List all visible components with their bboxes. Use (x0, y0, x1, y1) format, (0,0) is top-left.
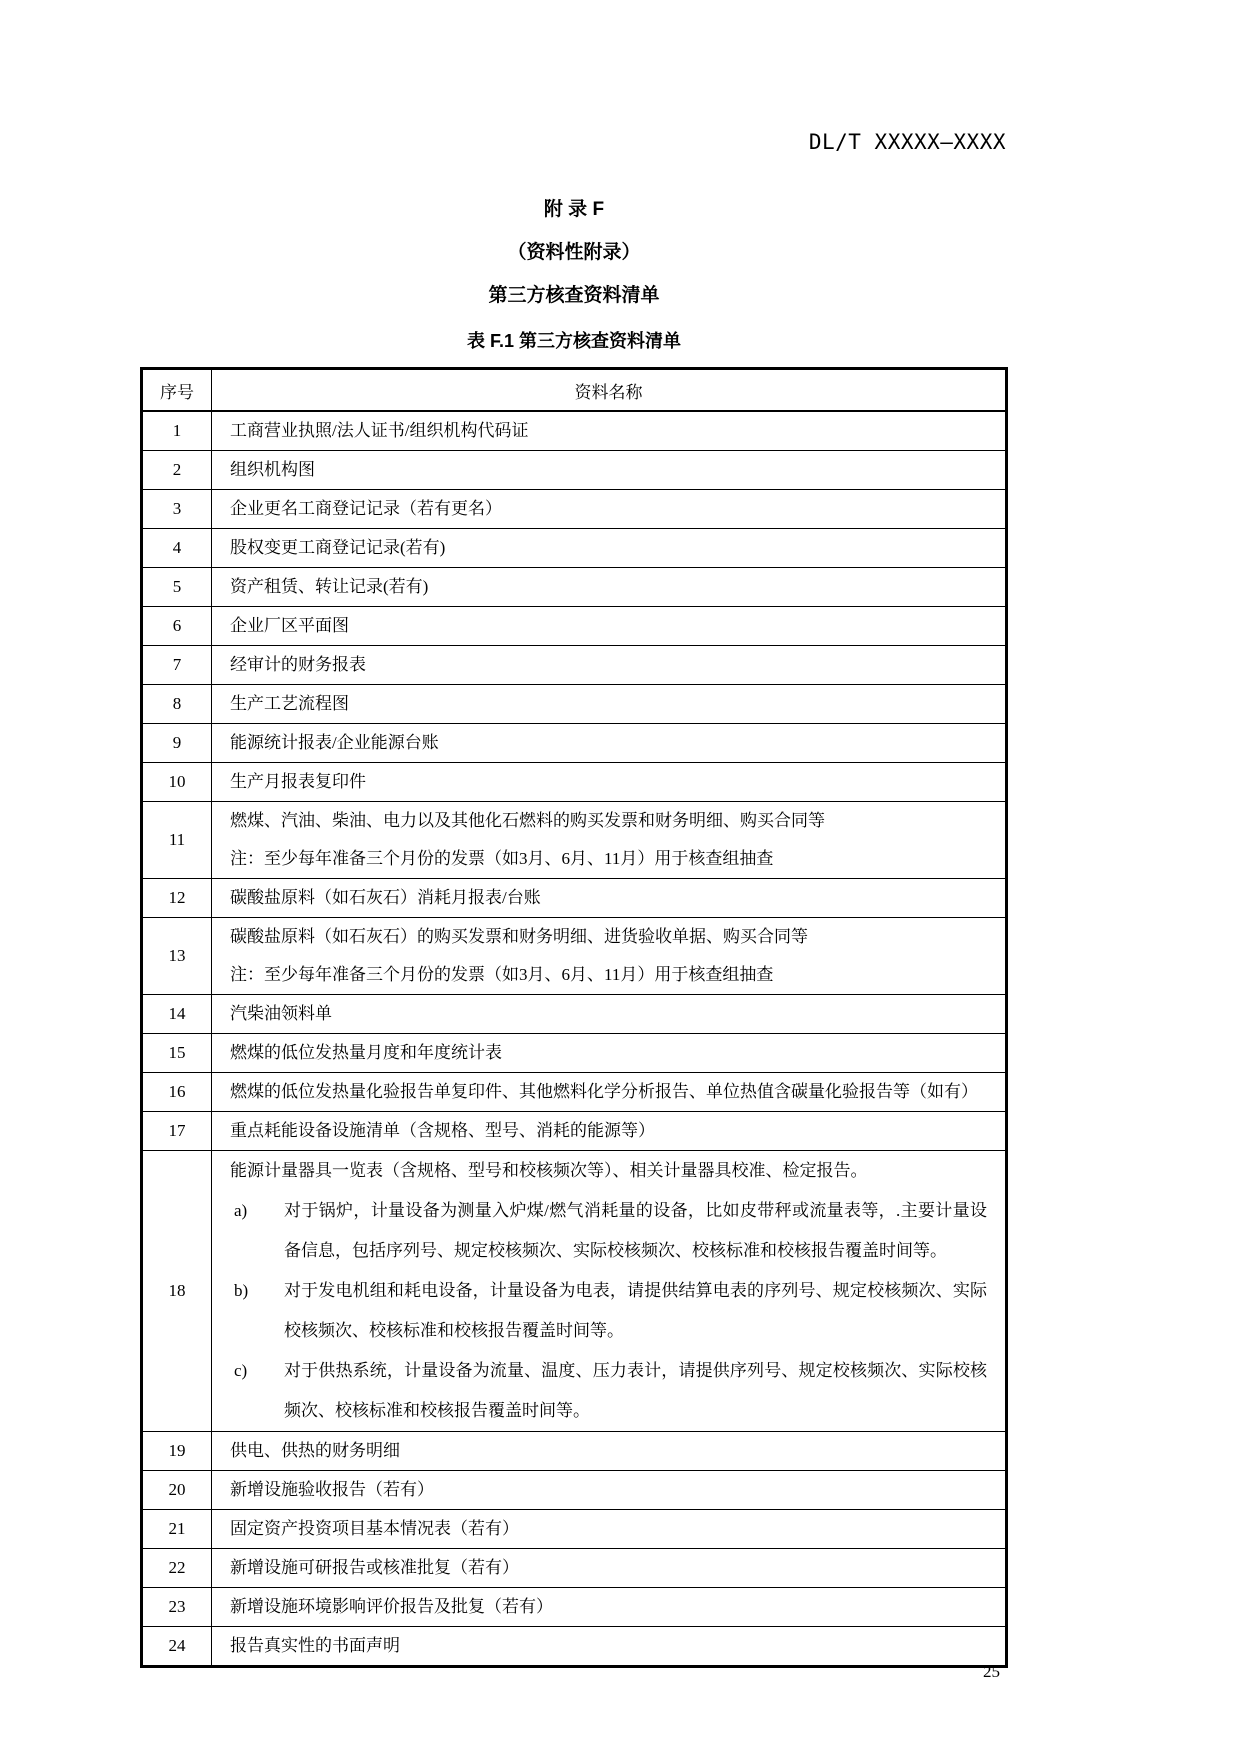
cell-text-line: 新增设施环境影响评价报告及批复（若有） (230, 1597, 553, 1616)
table-row (142, 1549, 1007, 1588)
row-material-name (212, 1627, 1007, 1667)
table-row (142, 529, 1007, 568)
cell-text-line: 碳酸盐原料（如石灰石）的购买发票和财务明细、进货验收单据、购买合同等 (230, 927, 808, 946)
row-material-name (212, 1034, 1007, 1073)
row-material-name (212, 1510, 1007, 1549)
column-header-number: 序号 (142, 369, 212, 412)
row-material-name (212, 685, 1007, 724)
row-number: 22 (142, 1549, 212, 1588)
row-number: 11 (142, 802, 212, 879)
table-row (142, 1151, 1007, 1432)
table-row (142, 1112, 1007, 1151)
cell-text-line: 经审计的财务报表 (230, 655, 366, 674)
row-material-name (212, 802, 1007, 879)
table-row (142, 1588, 1007, 1627)
table-row (142, 879, 1007, 918)
table-row (142, 490, 1007, 529)
row-number: 12 (142, 879, 212, 918)
cell-text-line: 能源统计报表/企业能源台账 (230, 733, 439, 752)
cell-text-line: 注：至少每年准备三个月份的发票（如3月、6月、11月）用于核查组抽查 (230, 849, 774, 868)
lettered-list-item (230, 1271, 987, 1351)
row-number: 10 (142, 763, 212, 802)
row-material-name (212, 879, 1007, 918)
row-number: 8 (142, 685, 212, 724)
row-material-name (212, 411, 1007, 451)
row-material-name (212, 568, 1007, 607)
row-material-name (212, 1432, 1007, 1471)
list-marker: a) (234, 1201, 248, 1220)
row-material-name (212, 1151, 1007, 1432)
row-number: 17 (142, 1112, 212, 1151)
list-marker: c) (234, 1361, 248, 1380)
row-number: 18 (142, 1151, 212, 1432)
cell-text-line: 生产月报表复印件 (230, 772, 366, 791)
cell-text-line: 固定资产投资项目基本情况表（若有） (230, 1519, 519, 1538)
cell-text-line: 能源计量器具一览表（含规格、型号和校核频次等）、相关计量器具校准、检定报告。 (230, 1161, 868, 1180)
row-material-name (212, 646, 1007, 685)
standard-number-header: DL/T XXXXX—XXXX (808, 130, 1006, 154)
row-material-name (212, 724, 1007, 763)
table-row (142, 451, 1007, 490)
table-row (142, 1510, 1007, 1549)
row-number: 23 (142, 1588, 212, 1627)
table-row (142, 1471, 1007, 1510)
cell-text-line: 汽柴油领料单 (230, 1004, 332, 1023)
cell-text-line: 股权变更工商登记记录(若有) (230, 538, 446, 557)
page-content (140, 0, 1008, 1668)
row-material-name (212, 918, 1007, 995)
table-row (142, 411, 1007, 451)
row-material-name (212, 995, 1007, 1034)
cell-text-line: 企业厂区平面图 (230, 616, 349, 635)
table-row (142, 685, 1007, 724)
table-caption: 表 F.1 第三方核查资料清单 (466, 331, 681, 351)
row-number: 7 (142, 646, 212, 685)
row-material-name (212, 1549, 1007, 1588)
cell-text-line: 燃煤的低位发热量月度和年度统计表 (230, 1043, 502, 1062)
row-material-name (212, 1588, 1007, 1627)
lettered-list-item (230, 1191, 987, 1271)
list-item-text: 对于供热系统，计量设备为流量、温度、压力表计，请提供序列号、规定校核频次、实际校核频次、校核标准和校核报告覆盖时间等。 (284, 1361, 987, 1420)
appendix-heading: 附 录 F (543, 199, 605, 220)
row-number: 20 (142, 1471, 212, 1510)
cell-text-line: 燃煤的低位发热量化验报告单复印件、其他燃料化学分析报告、单位热值含碳量化验报告等（如有） (230, 1082, 978, 1101)
row-number: 19 (142, 1432, 212, 1471)
cell-text-line: 企业更名工商登记记录（若有更名） (230, 499, 502, 518)
table-header-row (142, 369, 1007, 412)
cell-text-line: 组织机构图 (230, 460, 315, 479)
appendix-type-heading: （资料性附录） (507, 242, 641, 263)
row-material-name (212, 1471, 1007, 1510)
row-material-name (212, 763, 1007, 802)
table-row (142, 918, 1007, 995)
cell-text-line: 碳酸盐原料（如石灰石）消耗月报表/台账 (230, 888, 541, 907)
row-material-name (212, 1112, 1007, 1151)
table-header (142, 369, 1007, 412)
cell-text-line: 新增设施可研报告或核准批复（若有） (230, 1558, 519, 1577)
row-number: 21 (142, 1510, 212, 1549)
cell-text-line: 新增设施验收报告（若有） (230, 1480, 434, 1499)
cell-text-line: 注：至少每年准备三个月份的发票（如3月、6月、11月）用于核查组抽查 (230, 965, 774, 984)
row-number: 9 (142, 724, 212, 763)
table-row (142, 995, 1007, 1034)
table-row (142, 1073, 1007, 1112)
list-marker: b) (234, 1281, 249, 1300)
table-row (142, 802, 1007, 879)
row-number: 24 (142, 1627, 212, 1667)
column-header-material-name: 资料名称 (212, 369, 1007, 412)
appendix-title-heading: 第三方核查资料清单 (488, 285, 660, 306)
row-number: 2 (142, 451, 212, 490)
table-row (142, 568, 1007, 607)
table-row (142, 1034, 1007, 1073)
cell-text-line: 重点耗能设备设施清单（含规格、型号、消耗的能源等） (230, 1121, 655, 1140)
table-row (142, 607, 1007, 646)
row-material-name (212, 529, 1007, 568)
row-material-name (212, 490, 1007, 529)
row-number: 15 (142, 1034, 212, 1073)
table-row (142, 1432, 1007, 1471)
row-material-name (212, 451, 1007, 490)
row-number: 5 (142, 568, 212, 607)
row-number: 6 (142, 607, 212, 646)
row-number: 13 (142, 918, 212, 995)
cell-text-line: 报告真实性的书面声明 (230, 1636, 400, 1655)
table-row (142, 1627, 1007, 1667)
list-item-text: 对于发电机组和耗电设备，计量设备为电表，请提供结算电表的序列号、规定校核频次、实际校核频次、校核标准和校核报告覆盖时间等。 (284, 1281, 987, 1340)
row-material-name (212, 607, 1007, 646)
cell-text-line: 工商营业执照/法人证书/组织机构代码证 (230, 421, 529, 440)
page-number: 25 (983, 1662, 1000, 1681)
row-material-name (212, 1073, 1007, 1112)
row-number: 16 (142, 1073, 212, 1112)
row-number: 1 (142, 411, 212, 451)
table-body (142, 411, 1007, 1667)
table-row (142, 646, 1007, 685)
cell-text-line: 供电、供热的财务明细 (230, 1441, 400, 1460)
cell-text-line: 燃煤、汽油、柴油、电力以及其他化石燃料的购买发票和财务明细、购买合同等 (230, 811, 825, 830)
list-item-text: 对于锅炉，计量设备为测量入炉煤/燃气消耗量的设备，比如皮带秤或流量表等，.主要计量设备信息，包括序列号、规定校核频次、实际校核频次、校核标准和校核报告覆盖时间等。 (284, 1201, 987, 1260)
lettered-list-item (230, 1351, 987, 1431)
cell-text-line: 资产租赁、转让记录(若有) (230, 577, 429, 596)
cell-text-line: 生产工艺流程图 (230, 694, 349, 713)
verification-material-table (140, 367, 1008, 1668)
table-row (142, 724, 1007, 763)
row-number: 3 (142, 490, 212, 529)
row-number: 14 (142, 995, 212, 1034)
row-number: 4 (142, 529, 212, 568)
table-row (142, 763, 1007, 802)
